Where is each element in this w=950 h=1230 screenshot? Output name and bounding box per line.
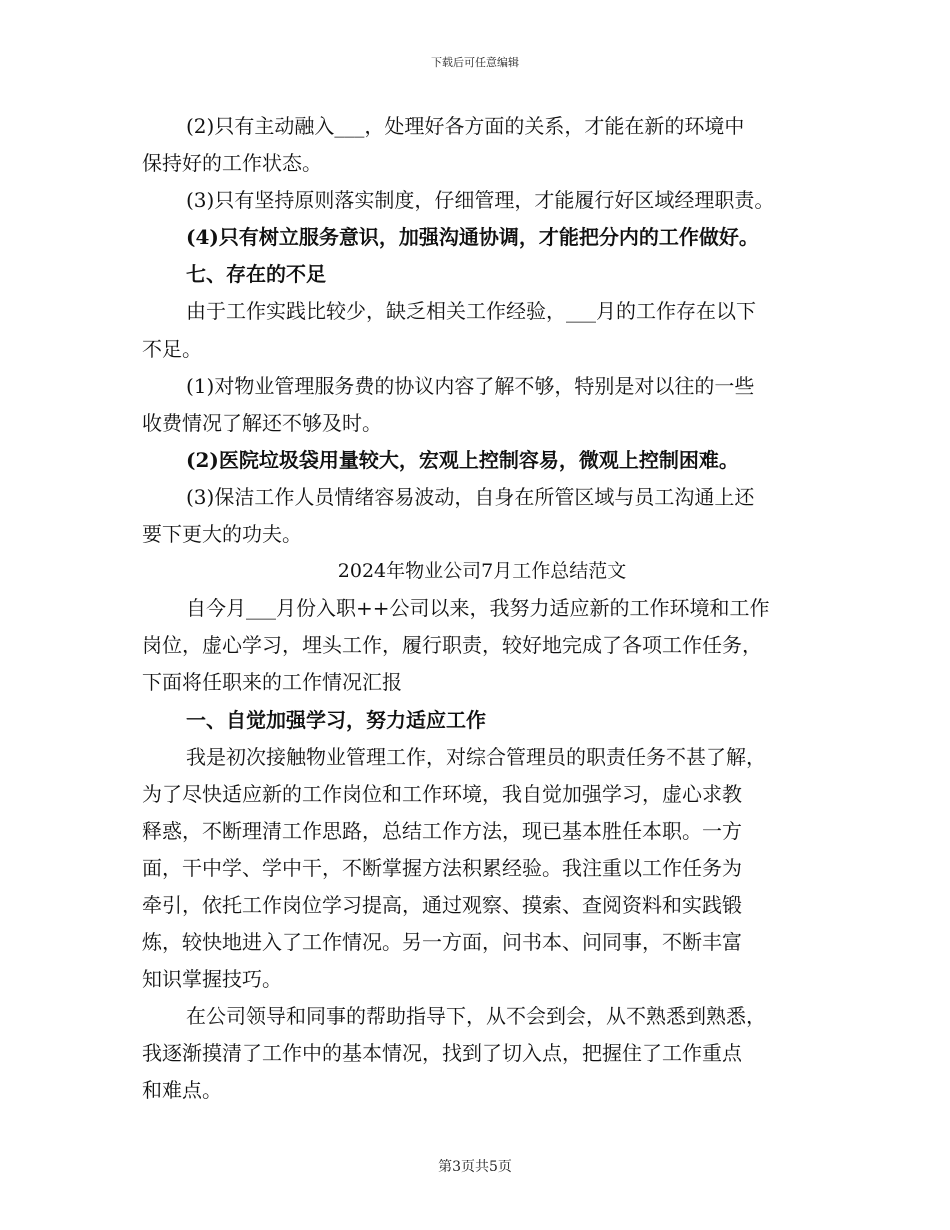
text-line: 知识掌握技巧。 [142,967,282,992]
paragraph [142,368,822,442]
text-line: 和难点。 [142,1078,222,1103]
document-body [142,108,822,1110]
paragraph [142,182,822,219]
text-line: (3)保洁工作人员情绪容易波动，自身在所管区域与员工沟通上还 [186,484,755,509]
text-line: 面，干中学、学中干，不断掌握方法积累经验。我注重以工作任务为 [142,855,742,880]
text-line: (3)只有坚持原则落实制度，仔细管理，才能履行好区域经理职责。 [186,188,775,213]
text-line: 释惑，不断理清工作思路，总结工作方法，现已基本胜任本职。一方 [142,818,742,843]
text-line: 一、自觉加强学习，努力适应工作 [186,707,486,732]
paragraph [142,739,822,999]
paragraph [142,479,822,553]
text-line: (2)只有主动融入___，处理好各方面的关系，才能在新的环境中 [186,114,745,138]
text-line: 牵引，依托工作岗位学习提高，通过观察、摸索、查阅资料和实践锻 [142,892,742,917]
text-line: (2)医院垃圾袋用量较大，宏观上控制容易，微观上控制困难。 [186,447,739,472]
page-footer: 第3页共5页 [438,1159,512,1175]
bold-paragraph [142,702,822,739]
text-line: 要下更大的功夫。 [142,522,302,547]
bold-paragraph [142,442,822,479]
section-title [142,553,822,590]
paragraph [142,108,822,182]
text-line: (4)只有树立服务意识，加强沟通协调，才能把分内的工作做好。 [186,225,759,250]
paragraph [142,998,822,1109]
text-line: 下面将任职来的工作情况汇报 [142,670,402,695]
text-line: 保持好的工作状态。 [142,151,322,176]
text-line: 收费情况了解还不够及时。 [142,410,382,435]
text-line: 自今月___月份入职++公司以来，我努力适应新的工作环境和工作 [186,596,770,621]
text-line: 不足。 [142,336,202,361]
text-line: 2024年物业公司7月工作总结范文 [337,560,627,583]
paragraph [142,590,822,701]
text-line: 在公司领导和同事的帮助指导下，从不会到会，从不熟悉到熟悉， [186,1004,766,1029]
text-line: 我是初次接触物业管理工作，对综合管理员的职责任务不甚了解， [186,744,766,769]
text-line: 我逐渐摸清了工作中的基本情况，找到了切入点，把握住了工作重点 [142,1041,742,1066]
text-line: 七、存在的不足 [186,262,326,287]
paragraph [142,293,822,367]
bold-paragraph [142,256,822,293]
text-line: 为了尽快适应新的工作岗位和工作环境，我自觉加强学习，虚心求教 [142,781,742,806]
text-line: (1)对物业管理服务费的协议内容了解不够，特别是对以往的一些 [186,373,755,398]
text-line: 由于工作实践比较少，缺乏相关工作经验，___月的工作存在以下 [186,299,756,324]
page-header-note: 下载后可任意编辑 [431,56,519,69]
bold-paragraph [142,219,822,256]
text-line: 岗位，虚心学习，埋头工作，履行职责，较好地完成了各项工作任务， [142,633,762,658]
text-line: 炼，较快地进入了工作情况。另一方面，问书本、问同事，不断丰富 [142,930,742,955]
